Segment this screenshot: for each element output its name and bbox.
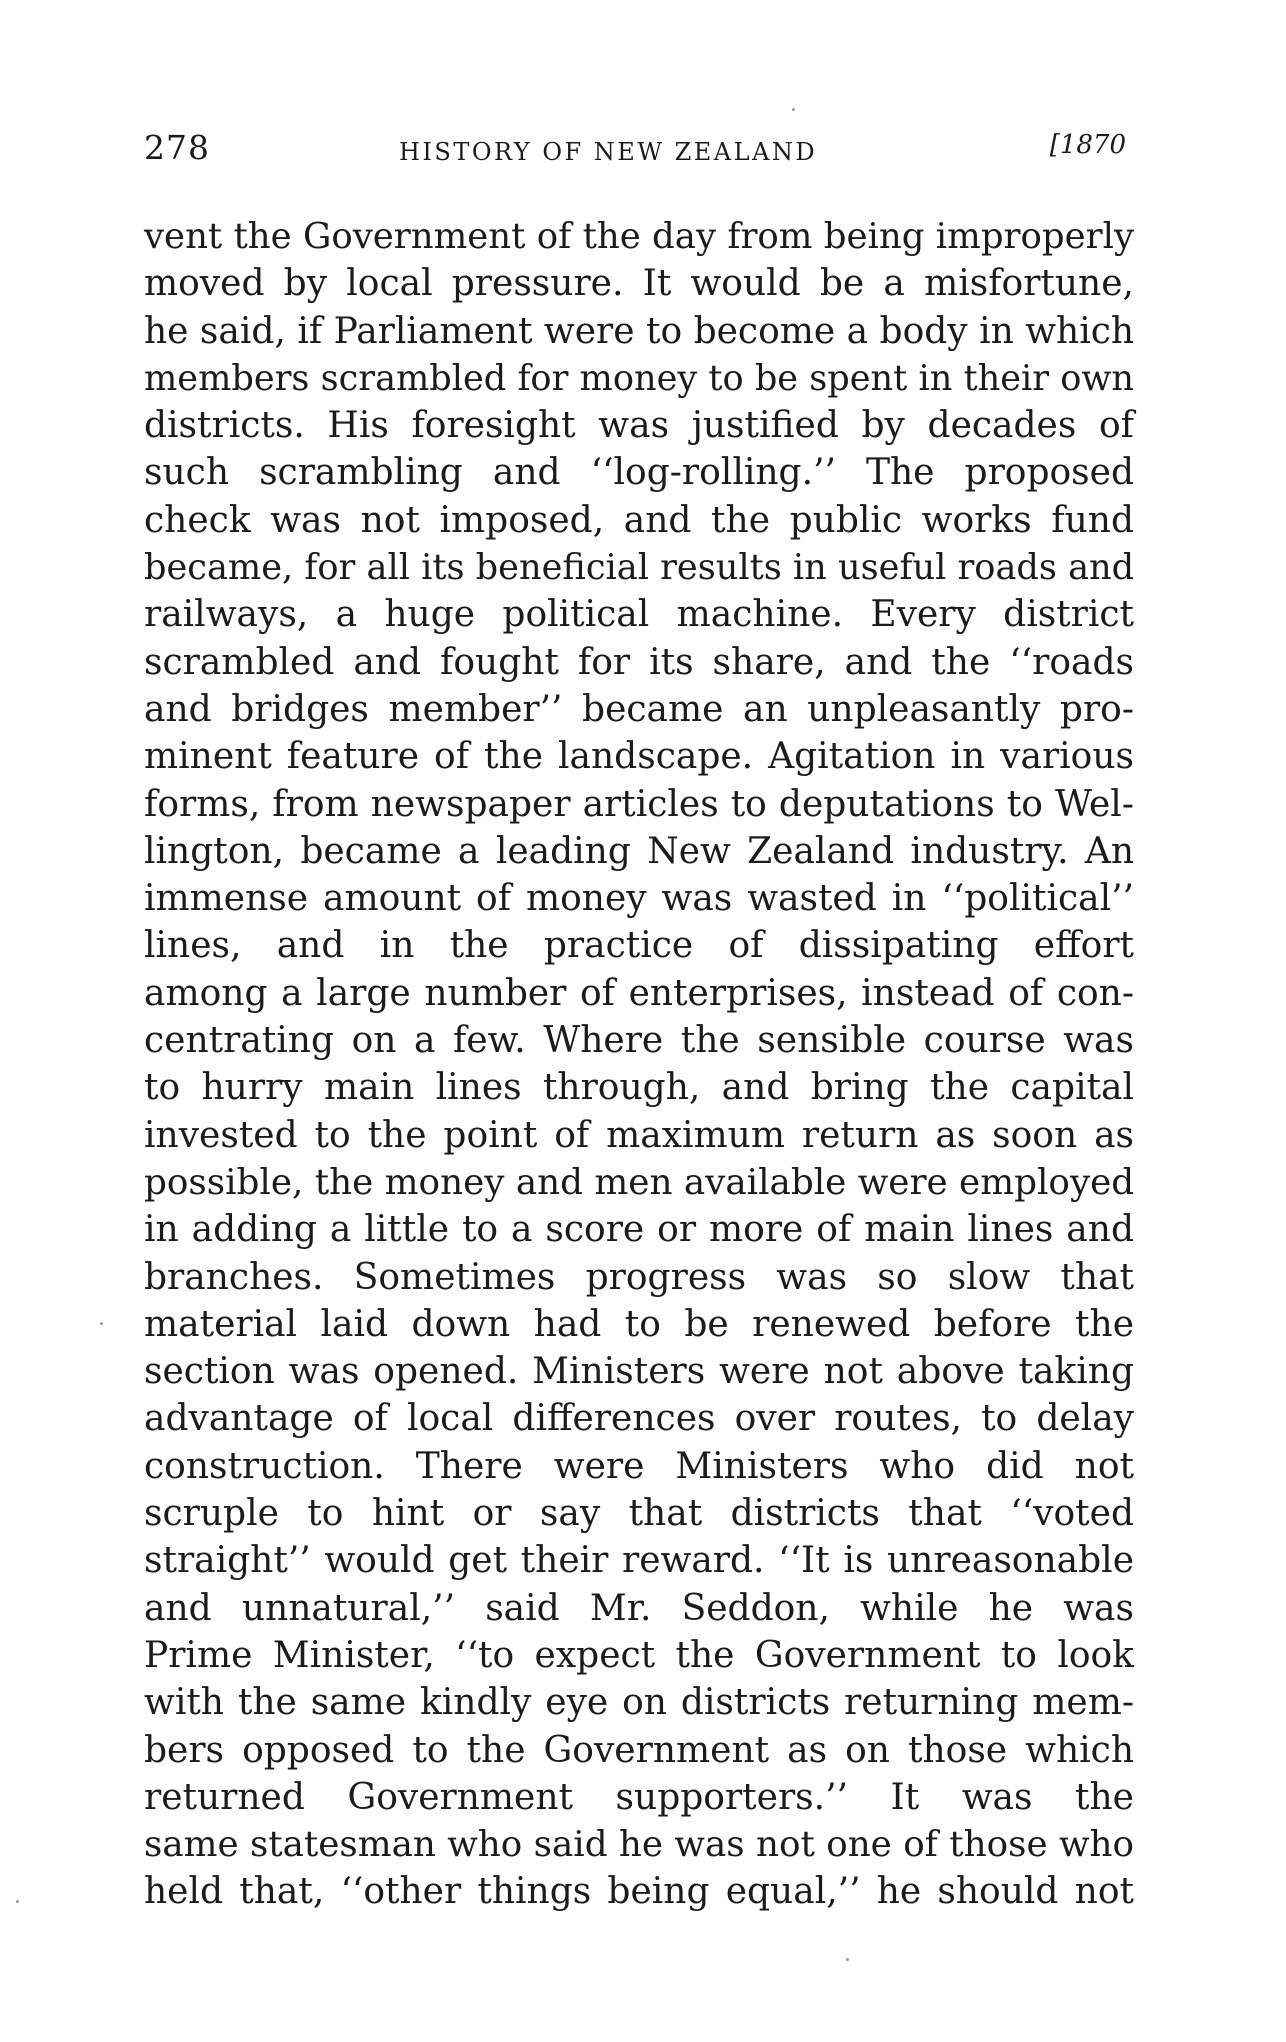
text-line: forms, from newspaper articles to deputations to Wel-: [144, 783, 1134, 825]
text-line: railways, a huge political machine. Every district: [144, 594, 1134, 636]
page-number: 278: [144, 128, 210, 167]
text-line: same statesman who said he was not one of those who: [144, 1824, 1134, 1866]
paper-speck: [846, 1958, 849, 1961]
text-line: lington, became a leading New Zealand industry. An: [144, 830, 1134, 872]
text-line: became, for all its beneficial results in useful roads and: [144, 547, 1135, 589]
text-line: in adding a little to a score or more of main lines and: [144, 1209, 1134, 1251]
text-line: bers opposed to the Government as on those which: [144, 1729, 1134, 1771]
text-line: material laid down had to be renewed before the: [144, 1303, 1134, 1345]
text-line: among a large number of enterprises, instead of con-: [144, 972, 1134, 1014]
text-line: moved by local pressure. It would be a misfortune,: [144, 263, 1134, 305]
text-line: construction. There were Ministers who did not: [144, 1445, 1134, 1487]
paper-speck: [100, 1322, 103, 1325]
text-line: minent feature of the landscape. Agitation in various: [144, 736, 1134, 778]
text-line: Prime Minister, ‘‘to expect the Government to look: [144, 1634, 1134, 1676]
text-line: to hurry main lines through, and bring the capital: [144, 1067, 1134, 1109]
text-line: check was not imposed, and the public works fund: [144, 499, 1134, 541]
text-line: centrating on a few. Where the sensible course was: [144, 1020, 1134, 1062]
text-line: he said, if Parliament were to become a body in which: [144, 310, 1135, 352]
text-line: and bridges member’’ became an unpleasantly pro-: [144, 688, 1134, 730]
text-line: districts. His foresight was justified by decades of: [144, 405, 1134, 447]
text-line: scruple to hint or say that districts that ‘‘voted: [144, 1493, 1134, 1535]
running-head: [144, 128, 1134, 172]
text-line: possible, the money and men available were employed: [144, 1161, 1135, 1203]
text-line: immense amount of money was wasted in ‘‘political’’: [144, 878, 1134, 920]
book-title: HISTORY OF NEW ZEALAND: [399, 138, 818, 166]
text-line: returned Government supporters.’’ It was the: [144, 1776, 1134, 1818]
text-line: scrambled and fought for its share, and the ‘‘roads: [144, 641, 1134, 683]
text-line: held that, ‘‘other things being equal,’’ he should not: [144, 1871, 1134, 1913]
text-line: vent the Government of the day from being improperly: [144, 216, 1134, 257]
text-line: branches. Sometimes progress was so slow that: [144, 1256, 1134, 1298]
body-text: [144, 213, 1134, 1916]
text-line: such scrambling and ‘‘log-rolling.’’ The proposed: [144, 452, 1134, 494]
chapter-year: [1870: [1049, 130, 1126, 160]
text-line: advantage of local differences over routes, to delay: [144, 1398, 1134, 1440]
text-line: straight’’ would get their reward. ‘‘It is unreasonable: [144, 1540, 1134, 1582]
text-line: with the same kindly eye on districts returning mem-: [144, 1682, 1134, 1724]
text-line: lines, and in the practice of dissipating effort: [144, 925, 1134, 967]
text-line: invested to the point of maximum return as soon as: [144, 1114, 1134, 1156]
text-line: members scrambled for money to be spent in their own: [144, 357, 1134, 399]
paper-speck: [16, 1900, 19, 1903]
text-line: section was opened. Ministers were not above taking: [144, 1351, 1134, 1393]
paper-speck: [792, 108, 795, 111]
text-line: and unnatural,’’ said Mr. Seddon, while he was: [144, 1587, 1134, 1629]
